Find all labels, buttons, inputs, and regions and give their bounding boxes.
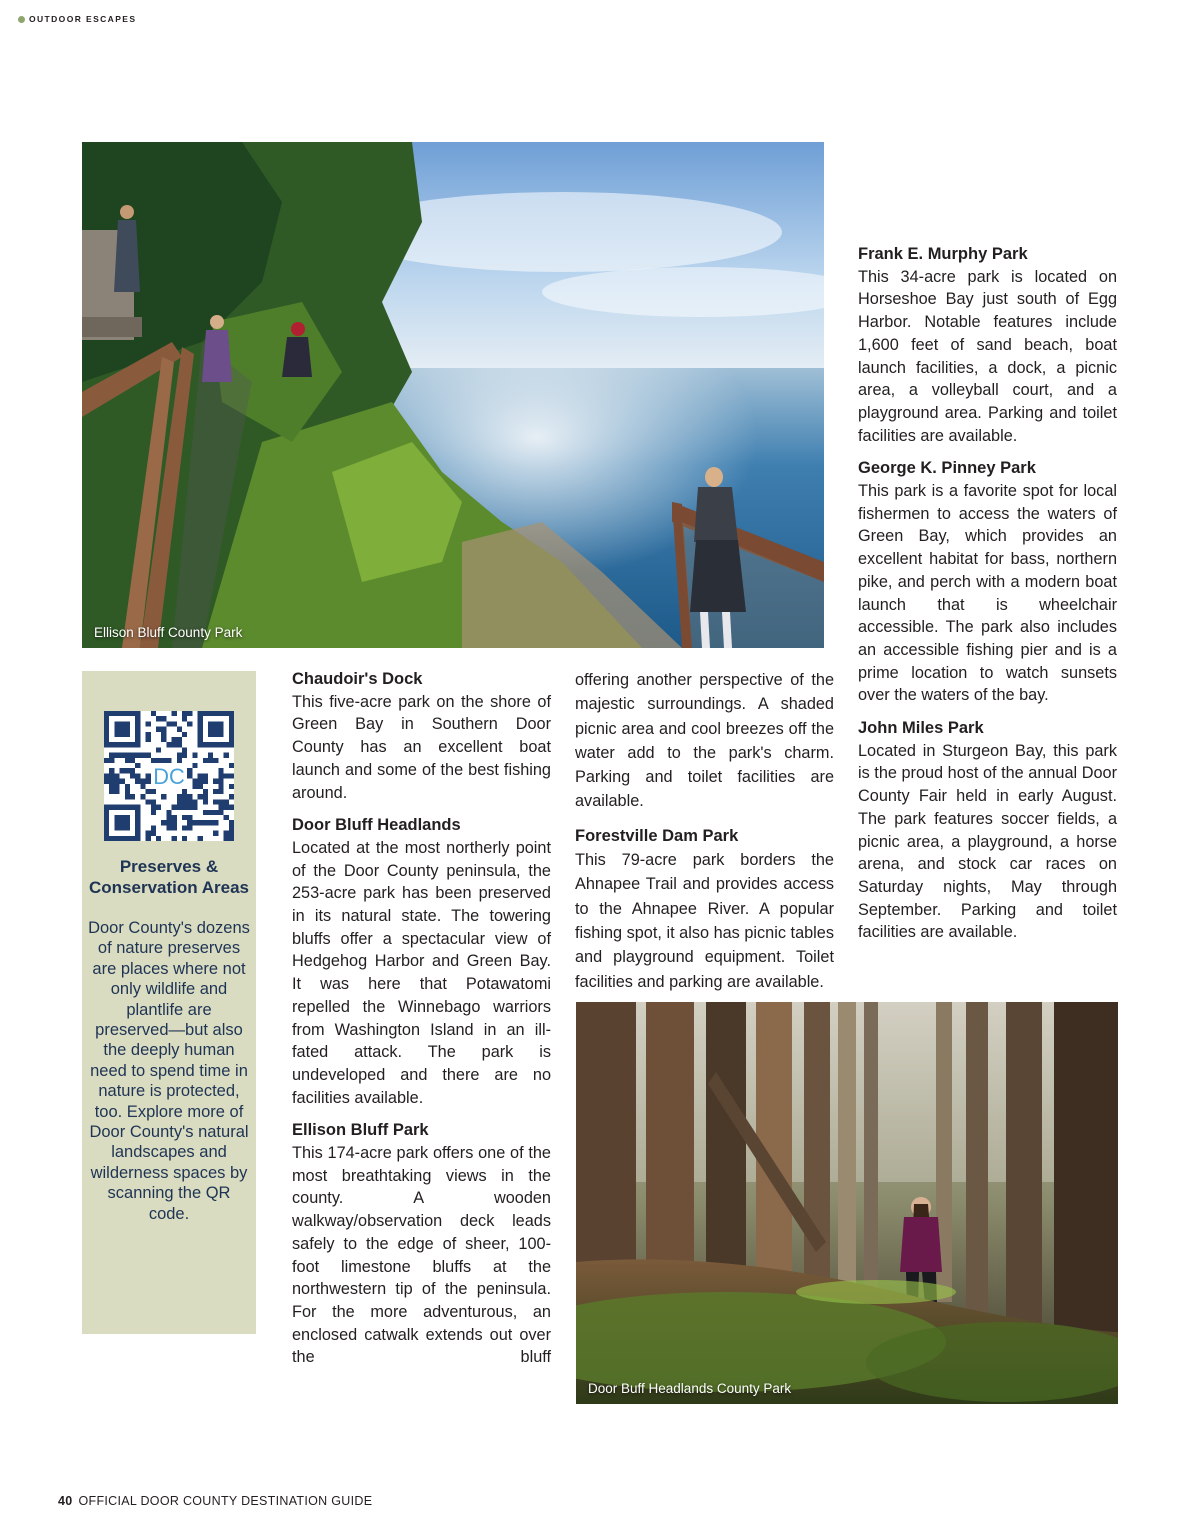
section-label [18,14,136,24]
sidebar-body: Door County's dozens of nature preserves are places where not only wildlife and plantlife are preserved—but also the deeply human need to spend time in nature is protected, too. Explore more of Door County's natural landscapes and wilderness spaces by scanning the QR code. [88,919,250,1223]
pinney-title: George K. Pinney Park [858,459,1036,478]
pinney-body: This park is a favorite spot for local fishermen to access the waters of Green Bay, which provides an excellent habitat for bass, northern pike, and perch with a modern boat launch that is wheelchair accessible. The park also includes an accessible fishing pier and is a prime location to watch sunsets over the waters of the bay. [858,482,1117,705]
forestville-body: This 79-acre park borders the Ahnapee Trail and provides access to the Ahnapee River. A popular fishing spot, it also has picnic tables and playground equipment. Toilet facilities and parking are available. [575,851,834,991]
ellison-body: This 174-acre park offers one of the most breathtaking views in the county. A wooden walkway/observation deck leads safely to the edge of sheer, 100-foot limestone bluffs at the northwestern tip of the peninsula. For the more adventurous, an enclosed catwalk extends out over the bluff [292,1144,551,1367]
door-bluff-forest-photo [576,1002,1118,1404]
murphy-title: Frank E. Murphy Park [858,245,1028,263]
qr-code-icon [104,711,234,841]
column-right [858,243,1117,944]
preserves-sidebar [82,671,256,1334]
ellison-bluff-photo [82,142,824,648]
forestville-title: Forestville Dam Park [575,826,739,845]
ellison-title: Ellison Bluff Park [292,1121,429,1140]
ellison-body-continued: offering another perspective of the majestic surroundings. A shaded picnic area and cool breezes off the water add to the park's charm. Parking and toilet facilities are available. [575,671,834,811]
bullet-dot-icon [18,16,25,23]
miles-title: John Miles Park [858,719,984,738]
chaudoir-body: This five-acre park on the shore of Green Bay in Southern Door County has an excellent boat launch and some of the best fishing around. [292,692,551,802]
sidebar-heading: Preserves & Conservation Areas [89,857,249,897]
bluff-photo-caption: Ellison Bluff County Park [94,625,243,640]
svg-text:DC: DC [153,763,185,789]
column-middle [575,668,834,994]
miles-body: Located in Sturgeon Bay, this park is the proud host of the annual Door County Fair held in early August. The park features soccer fields, a picnic area, a playground, a horse arena, and stock car races on Saturday nights, May through September. Parking and toilet facilities are available. [858,741,1117,942]
section-label-text: OUTDOOR ESCAPES [29,14,137,24]
door-bluff-title: Door Bluff Headlands [292,816,461,835]
column-left [292,668,551,1369]
murphy-body: This 34-acre park is located on Horseshoe Bay just south of Egg Harbor. Notable features include 1,600 feet of sand beach, boat launch facilities, a dock, a picnic area, a volleyball court, and a playground area. Parking and toilet facilities are available. [858,267,1117,445]
qr-code[interactable] [104,711,234,841]
page-number: 40 [58,1494,73,1508]
publication-name: OFFICIAL DOOR COUNTY DESTINATION GUIDE [78,1494,373,1508]
bluff-scene-image [82,142,824,648]
forest-scene-image [576,1002,1118,1404]
page-footer [58,1494,372,1508]
door-bluff-body: Located at the most northerly point of the Door County peninsula, the 253-acre park has been preserved in its natural state. The towering bluffs offer a spectacular view of Hedgehog Harbor and Green Bay. It was here that Potawatomi repelled the Winnebago warriors from Washington Island in an ill-fated attack. The park is undeveloped and there are no facilities available. [292,838,551,1107]
forest-photo-caption: Door Buff Headlands County Park [588,1381,792,1396]
chaudoir-title: Chaudoir's Dock [292,670,423,688]
